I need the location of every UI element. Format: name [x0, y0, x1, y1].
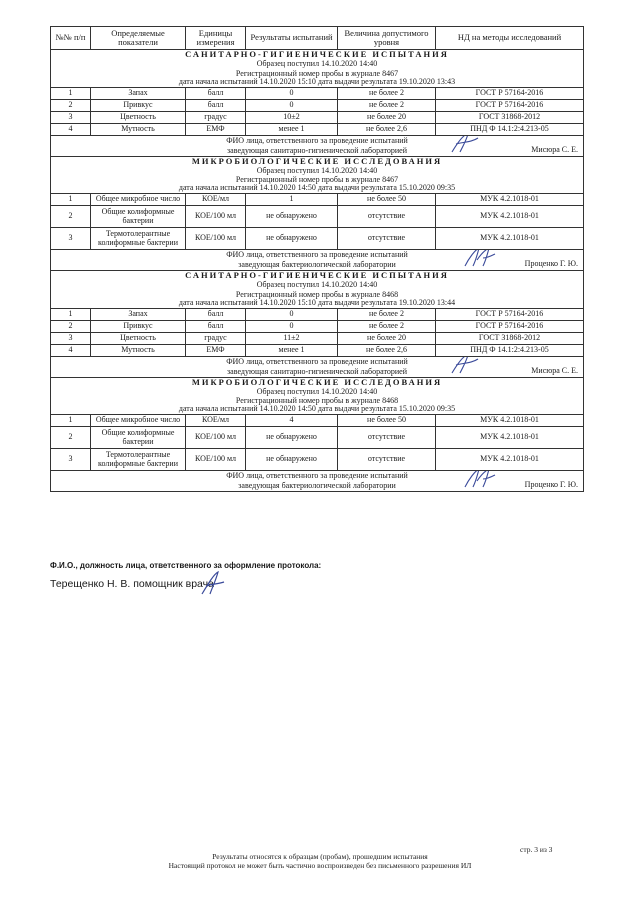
section-title: САНИТАРНО-ГИГИЕНИЧЕСКИЕ ИСПЫТАНИЯ — [51, 271, 584, 281]
cell-limit: не более 2,6 — [338, 344, 436, 356]
cell-limit: не более 2 — [338, 99, 436, 111]
cell-indicator: Цветность — [91, 332, 186, 344]
cell-indicator: Запах — [91, 308, 186, 320]
cell-num: 1 — [51, 308, 91, 320]
signature-cell — [51, 135, 584, 156]
section-header-row — [51, 156, 584, 166]
cell-method: МУК 4.2.1018-01 — [436, 427, 584, 449]
cell-num: 4 — [51, 344, 91, 356]
signature-icon — [200, 570, 226, 596]
section-header-row — [51, 387, 584, 396]
cell-indicator: Общее микробное число — [91, 415, 186, 427]
section-header-row — [51, 50, 584, 60]
section-header-row — [51, 59, 584, 68]
table-row — [51, 87, 584, 99]
cell-unit: балл — [186, 99, 246, 111]
cell-limit: не более 2 — [338, 87, 436, 99]
section-received: Образец поступил 14.10.2020 14:40 — [51, 166, 584, 175]
signature-name: Проценко Г. Ю. — [524, 480, 578, 490]
cell-result: 0 — [246, 99, 338, 111]
signature-line1: ФИО лица, ответственного за проведение испытаний — [226, 471, 408, 481]
signature-row — [51, 471, 584, 492]
table-row — [51, 320, 584, 332]
cell-indicator: Запах — [91, 87, 186, 99]
cell-result: не обнаружено — [246, 449, 338, 471]
cell-result: менее 1 — [246, 344, 338, 356]
signature-text — [53, 357, 581, 377]
section-title: МИКРОБИОЛОГИЧЕСКИЕ ИССЛЕДОВАНИЯ — [51, 156, 584, 166]
cell-method: ГОСТ 31868-2012 — [436, 332, 584, 344]
table-header-row — [51, 27, 584, 50]
section-header-row — [51, 184, 584, 193]
signature-cell — [51, 471, 584, 492]
cell-unit: градус — [186, 332, 246, 344]
signature-name: Мисюра С. Е. — [531, 365, 578, 375]
table-row — [51, 99, 584, 111]
cell-result: 0 — [246, 320, 338, 332]
cell-indicator: Термотолерантные колиформные бактерии — [91, 228, 186, 250]
cell-result: 0 — [246, 308, 338, 320]
cell-result: менее 1 — [246, 123, 338, 135]
signature-cell — [51, 356, 584, 377]
section-header-row — [51, 290, 584, 299]
cell-num: 3 — [51, 449, 91, 471]
section-header-row — [51, 78, 584, 87]
table-row — [51, 415, 584, 427]
signature-line2: заведующая бактериологической лаборатории — [238, 260, 396, 270]
cell-num: 2 — [51, 99, 91, 111]
section-received: Образец поступил 14.10.2020 14:40 — [51, 280, 584, 289]
cell-unit: КОЕ/100 мл — [186, 206, 246, 228]
signature-block — [53, 471, 581, 491]
cell-result: 11±2 — [246, 332, 338, 344]
cell-method: МУК 4.2.1018-01 — [436, 206, 584, 228]
table-row — [51, 228, 584, 250]
cell-indicator: Термотолерантные колиформные бактерии — [91, 449, 186, 471]
cell-limit: отсутствие — [338, 427, 436, 449]
cell-unit: ЕМФ — [186, 123, 246, 135]
header-results: Результаты испытаний — [246, 27, 338, 50]
table-row — [51, 123, 584, 135]
section-reg-number: Регистрационный номер пробы в журнале 8468 — [51, 290, 584, 299]
signature-name: Проценко Г. Ю. — [524, 259, 578, 269]
cell-limit: не более 2 — [338, 320, 436, 332]
cell-indicator: Общие колиформные бактерии — [91, 427, 186, 449]
cell-result: не обнаружено — [246, 206, 338, 228]
section-header-row — [51, 175, 584, 184]
cell-limit: отсутствие — [338, 449, 436, 471]
cell-method: МУК 4.2.1018-01 — [436, 228, 584, 250]
signature-icon — [448, 356, 482, 375]
section-header-row — [51, 271, 584, 281]
table-row — [51, 194, 584, 206]
section-title: САНИТАРНО-ГИГИЕНИЧЕСКИЕ ИСПЫТАНИЯ — [51, 50, 584, 60]
cell-indicator: Мутность — [91, 123, 186, 135]
cell-indicator: Мутность — [91, 344, 186, 356]
responsible-heading: Ф.И.О., должность лица, ответственного за оформление протокола: — [50, 561, 322, 570]
cell-method: МУК 4.2.1018-01 — [436, 415, 584, 427]
cell-indicator: Общее микробное число — [91, 194, 186, 206]
section-dates: дата начала испытаний 14.10.2020 14:50 дата выдачи результата 15.10.2020 09:35 — [51, 184, 584, 193]
cell-result: 4 — [246, 415, 338, 427]
signature-line1: ФИО лица, ответственного за проведение испытаний — [226, 135, 408, 145]
cell-unit: градус — [186, 111, 246, 123]
signature-line1: ФИО лица, ответственного за проведение испытаний — [226, 250, 408, 260]
section-header-row — [51, 280, 584, 289]
section-header-row — [51, 396, 584, 405]
cell-num: 2 — [51, 427, 91, 449]
signature-text — [53, 250, 581, 270]
cell-num: 1 — [51, 194, 91, 206]
cell-limit: отсутствие — [338, 228, 436, 250]
cell-limit: не более 50 — [338, 415, 436, 427]
signature-icon — [448, 135, 482, 154]
signature-row — [51, 356, 584, 377]
header-methods: НД на методы исследований — [436, 27, 584, 50]
section-header-row — [51, 69, 584, 78]
signature-line1: ФИО лица, ответственного за проведение испытаний — [226, 356, 408, 366]
results-table — [50, 26, 584, 492]
cell-indicator: Привкус — [91, 320, 186, 332]
table-row — [51, 111, 584, 123]
cell-limit: не более 50 — [338, 194, 436, 206]
cell-limit: не более 20 — [338, 332, 436, 344]
section-header-row — [51, 299, 584, 308]
header-allowed: Величина допустимого уровня — [338, 27, 436, 50]
signature-block — [53, 357, 581, 377]
section-received: Образец поступил 14.10.2020 14:40 — [51, 59, 584, 68]
signature-icon — [463, 250, 497, 269]
section-dates: дата начала испытаний 14.10.2020 15:10 дата выдачи результата 19.10.2020 13:44 — [51, 299, 584, 308]
signature-name: Мисюра С. Е. — [531, 144, 578, 154]
section-title: МИКРОБИОЛОГИЧЕСКИЕ ИССЛЕДОВАНИЯ — [51, 377, 584, 387]
section-dates: дата начала испытаний 14.10.2020 15:10 дата выдачи результата 19.10.2020 13:43 — [51, 78, 584, 87]
cell-method: ГОСТ Р 57164-2016 — [436, 320, 584, 332]
cell-limit: отсутствие — [338, 206, 436, 228]
disclaimer-reproduction: Настоящий протокол не может быть частично воспроизведен без письменного разрешения ИЛ — [168, 861, 472, 870]
section-received: Образец поступил 14.10.2020 14:40 — [51, 387, 584, 396]
cell-unit: КОЕ/мл — [186, 415, 246, 427]
signature-icon — [463, 471, 497, 490]
cell-num: 1 — [51, 87, 91, 99]
cell-result: 10±2 — [246, 111, 338, 123]
section-header-row — [51, 166, 584, 175]
signature-line2: заведующая санитарно-гигиенической лабораторией — [227, 145, 407, 155]
cell-indicator: Привкус — [91, 99, 186, 111]
table-row — [51, 427, 584, 449]
cell-indicator: Общие колиформные бактерии — [91, 206, 186, 228]
section-header-row — [51, 405, 584, 414]
cell-indicator: Цветность — [91, 111, 186, 123]
cell-result: 0 — [246, 87, 338, 99]
section-reg-number: Регистрационный номер пробы в журнале 8467 — [51, 69, 584, 78]
table-row — [51, 308, 584, 320]
table-row — [51, 344, 584, 356]
signature-row — [51, 135, 584, 156]
cell-num: 2 — [51, 206, 91, 228]
cell-num: 2 — [51, 320, 91, 332]
cell-method: ГОСТ Р 57164-2016 — [436, 99, 584, 111]
signature-text — [53, 471, 581, 491]
signature-block — [53, 136, 581, 156]
cell-method: ПНД Ф 14.1:2:4.213-05 — [436, 344, 584, 356]
cell-num: 3 — [51, 111, 91, 123]
cell-num: 3 — [51, 228, 91, 250]
cell-unit: балл — [186, 308, 246, 320]
cell-limit: не более 20 — [338, 111, 436, 123]
cell-result: не обнаружено — [246, 228, 338, 250]
table-row — [51, 332, 584, 344]
signature-block — [53, 250, 581, 270]
header-indicators: Определяемые показатели — [91, 27, 186, 50]
signature-cell — [51, 250, 584, 271]
cell-result: 1 — [246, 194, 338, 206]
cell-result: не обнаружено — [246, 427, 338, 449]
section-header-row — [51, 377, 584, 387]
cell-num: 1 — [51, 415, 91, 427]
cell-method: ГОСТ 31868-2012 — [436, 111, 584, 123]
section-dates: дата начала испытаний 14.10.2020 14:50 дата выдачи результата 15.10.2020 09:35 — [51, 405, 584, 414]
cell-num: 3 — [51, 332, 91, 344]
cell-unit: КОЕ/100 мл — [186, 449, 246, 471]
cell-method: ГОСТ Р 57164-2016 — [436, 308, 584, 320]
header-units: Единицы измерения — [186, 27, 246, 50]
cell-unit: балл — [186, 320, 246, 332]
cell-unit: КОЕ/мл — [186, 194, 246, 206]
signature-line2: заведующая бактериологической лаборатории — [238, 481, 396, 491]
header-num: №№ п/п — [51, 27, 91, 50]
cell-unit: КОЕ/100 мл — [186, 228, 246, 250]
cell-limit: не более 2 — [338, 308, 436, 320]
signature-text — [53, 136, 581, 156]
cell-unit: КОЕ/100 мл — [186, 427, 246, 449]
table-row — [51, 206, 584, 228]
signature-row — [51, 250, 584, 271]
section-reg-number: Регистрационный номер пробы в журнале 8468 — [51, 396, 584, 405]
cell-unit: балл — [186, 87, 246, 99]
disclaimer-results: Результаты относятся к образцам (пробам), прошедшим испытания — [212, 852, 428, 861]
cell-method: ПНД Ф 14.1:2:4.213-05 — [436, 123, 584, 135]
table-row — [51, 449, 584, 471]
cell-method: МУК 4.2.1018-01 — [436, 449, 584, 471]
cell-unit: ЕМФ — [186, 344, 246, 356]
cell-method: МУК 4.2.1018-01 — [436, 194, 584, 206]
cell-num: 4 — [51, 123, 91, 135]
page-number: стр. 3 из 3 — [520, 845, 553, 854]
cell-limit: не более 2,6 — [338, 123, 436, 135]
signature-line2: заведующая санитарно-гигиенической лабораторией — [227, 366, 407, 376]
section-reg-number: Регистрационный номер пробы в журнале 8467 — [51, 175, 584, 184]
responsible-person: Терещенко Н. В. помощник врача — [50, 578, 214, 590]
cell-method: ГОСТ Р 57164-2016 — [436, 87, 584, 99]
